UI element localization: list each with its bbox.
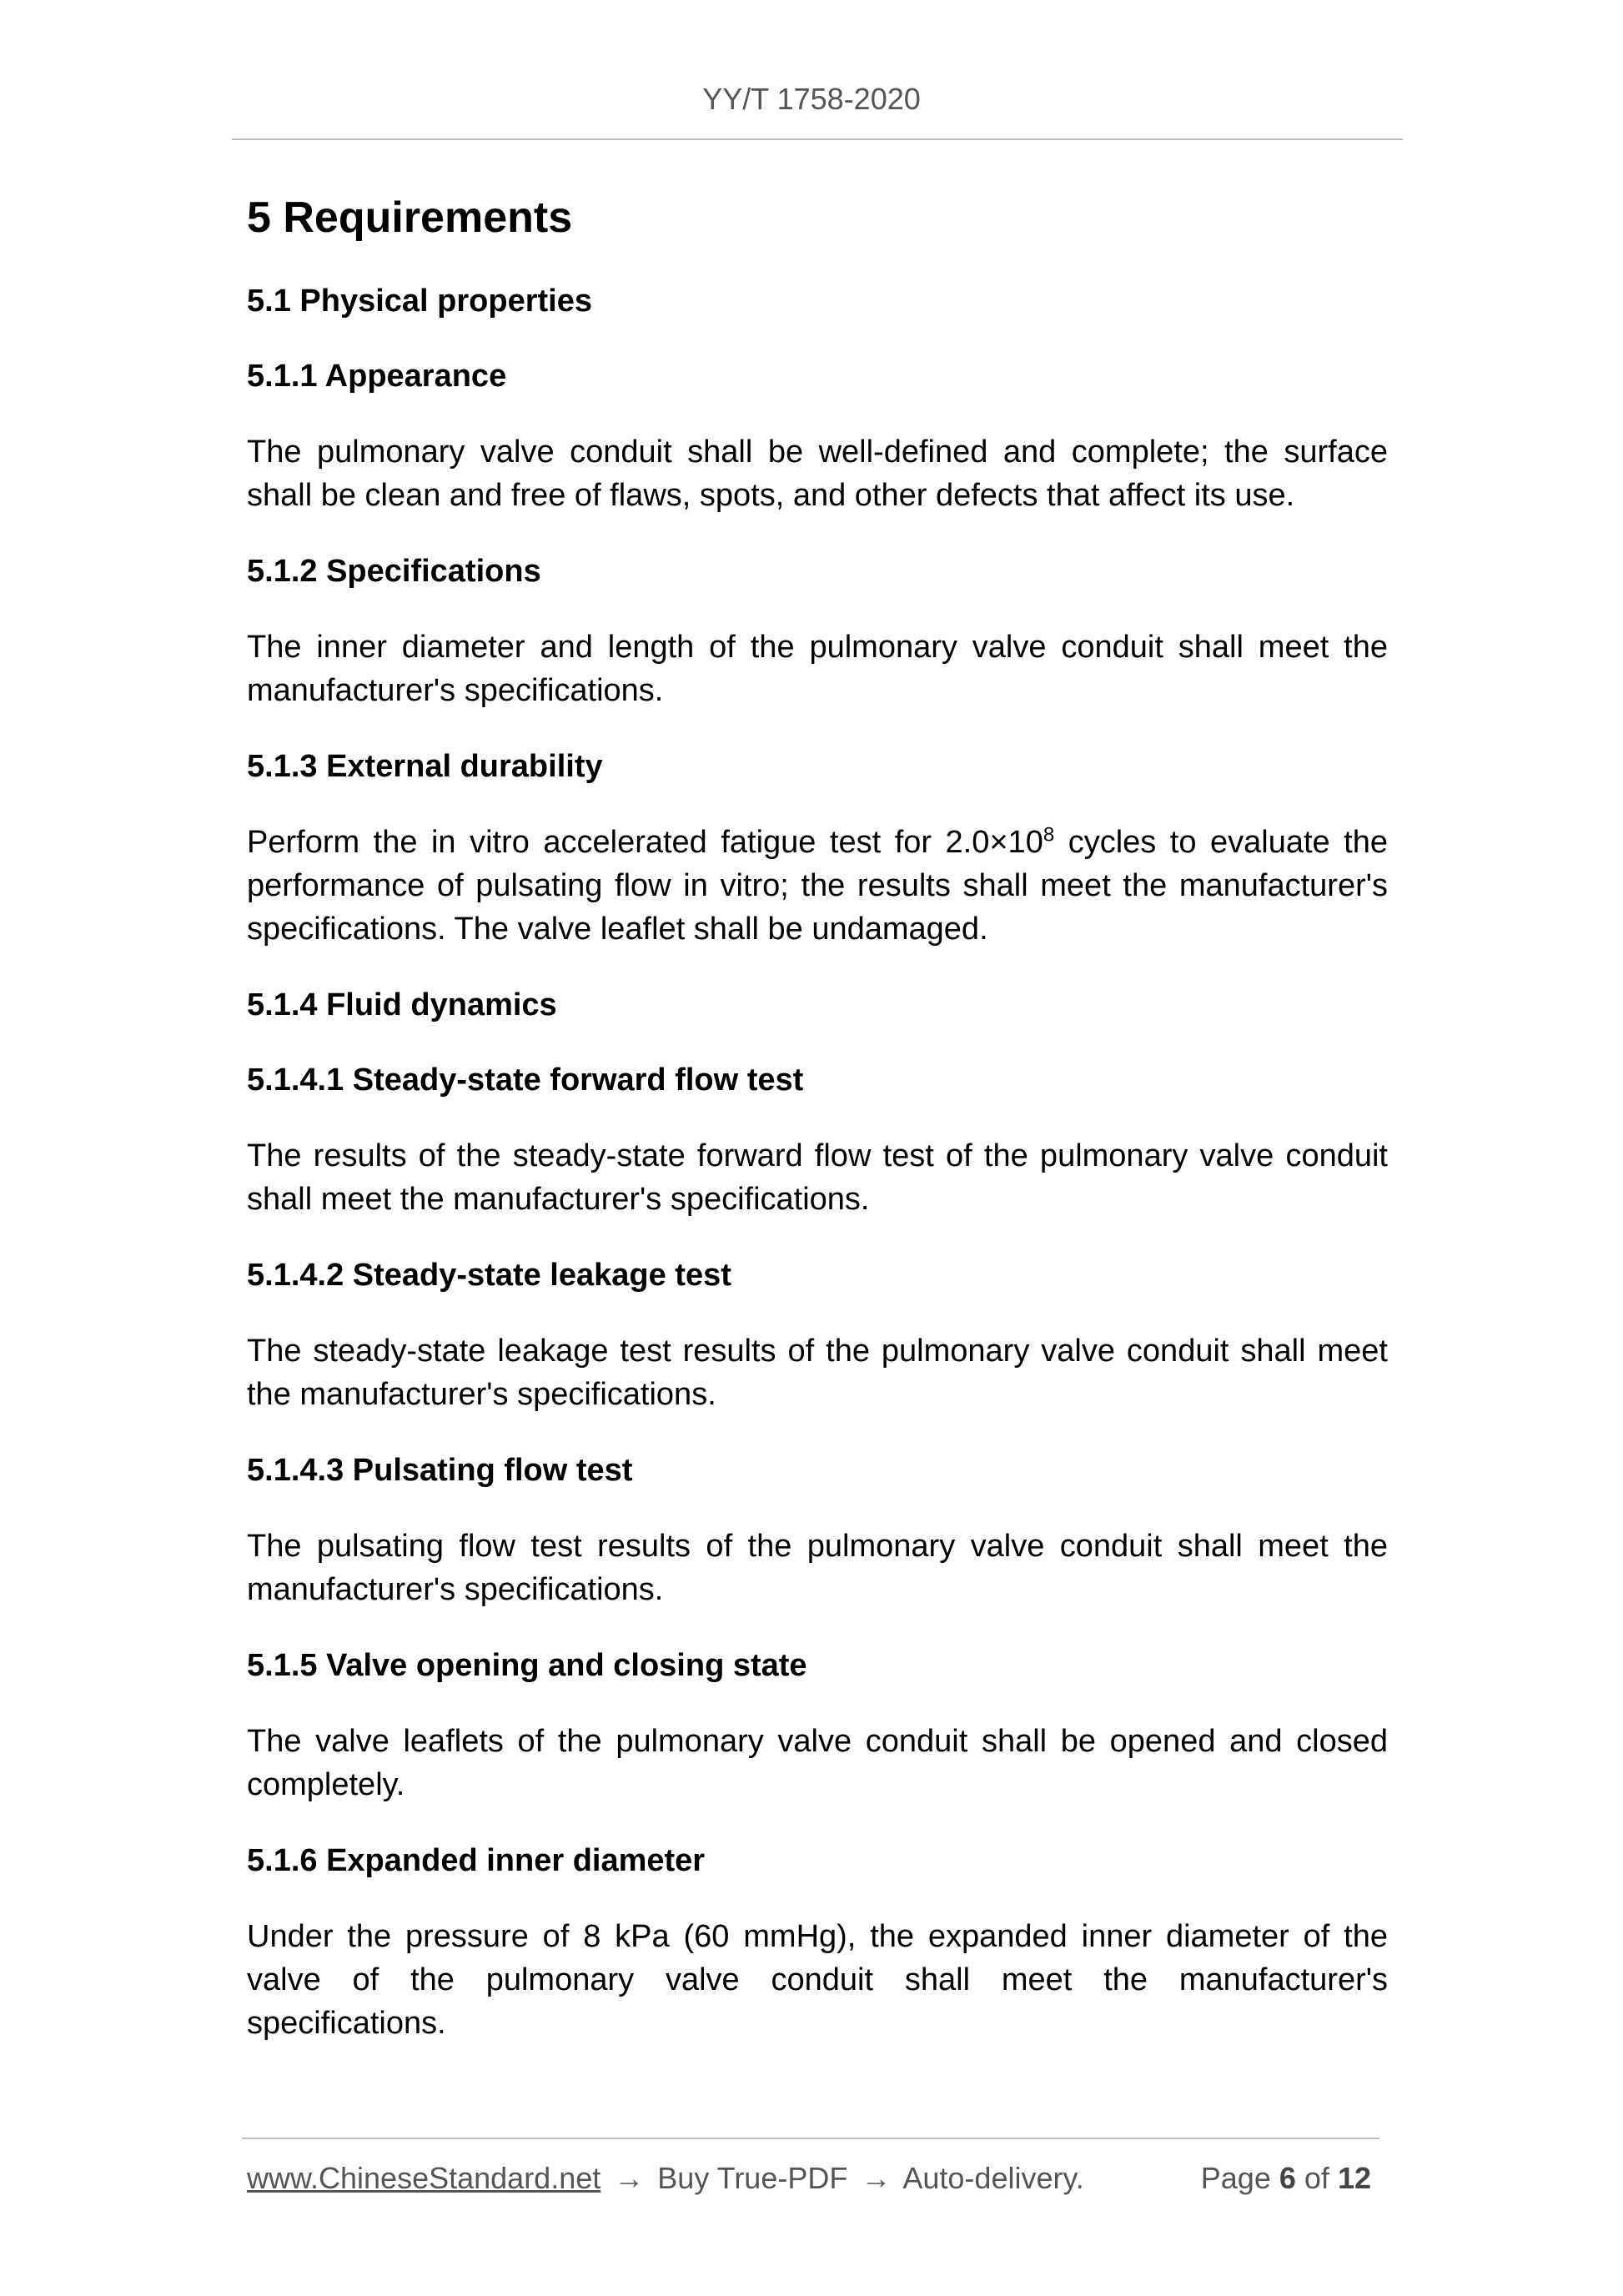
heading-5-1-6: 5.1.6 Expanded inner diameter xyxy=(247,1843,706,1878)
document-body xyxy=(247,188,1388,2078)
heading-5-1: 5.1 Physical properties xyxy=(247,284,592,319)
right-arrow-icon: → xyxy=(614,2161,645,2195)
heading-5-1-4-3: 5.1.4.3 Pulsating flow test xyxy=(247,1453,633,1488)
header-divider xyxy=(232,138,1403,140)
paragraph-5-1-6: Under the pressure of 8 kPa (60 mmHg), the expanded inner diameter of the valve of the pulmonary valve conduit shall meet the manufacturer's specifications. xyxy=(247,1919,1388,2041)
auto-delivery-text: Auto-delivery. xyxy=(902,2161,1084,2195)
of-label: of xyxy=(1304,2161,1329,2195)
heading-5-1-5: 5.1.5 Valve opening and closing state xyxy=(247,1648,807,1683)
paragraph-5-1-2: The inner diameter and length of the pulmonary valve conduit shall meet the manufacturer's specifications. xyxy=(247,630,1388,708)
page-footer xyxy=(247,2158,1379,2200)
paragraph-5-1-3-part-b: cycles to evaluate the performance of pulsating flow in vitro; the results shall meet the manufacturer's specifications. The valve leaflet shall be undamaged. xyxy=(247,825,1388,947)
buy-pdf-text: Buy True-PDF xyxy=(657,2161,848,2195)
heading-5-1-4-1: 5.1.4.1 Steady-state forward flow test xyxy=(247,1063,804,1098)
paragraph-5-1-3 xyxy=(247,821,1388,951)
current-page-number: 6 xyxy=(1279,2161,1296,2195)
total-page-count: 12 xyxy=(1337,2161,1371,2195)
paragraph-5-1-5: The valve leaflets of the pulmonary valve conduit shall be opened and closed completely. xyxy=(247,1724,1388,1802)
page-indicator xyxy=(1201,2158,1371,2198)
right-arrow-icon: → xyxy=(861,2161,892,2195)
paragraph-5-1-4-1: The results of the steady-state forward flow test of the pulmonary valve conduit shall meet the manufacturer's specifications. xyxy=(247,1138,1388,1217)
paragraph-5-1-4-3: The pulsating flow test results of the pulmonary valve conduit shall meet the manufacturer's specifications. xyxy=(247,1529,1388,1607)
footer-promo xyxy=(247,2158,1084,2198)
heading-5-1-4-2: 5.1.4.2 Steady-state leakage test xyxy=(247,1258,731,1293)
page-label: Page xyxy=(1200,2161,1271,2195)
heading-5-1-2: 5.1.2 Specifications xyxy=(247,554,541,589)
document-header-code: YY/T 1758-2020 xyxy=(702,82,921,116)
exponent-superscript: 8 xyxy=(1043,823,1055,847)
section-title: 5 Requirements xyxy=(247,193,573,242)
paragraph-5-1-3-part-a: Perform the in vitro accelerated fatigue test for 2.0×10 xyxy=(247,825,1043,860)
website-link[interactable]: www.ChineseStandard.net xyxy=(247,2161,601,2195)
footer-divider xyxy=(242,2138,1379,2139)
heading-5-1-4: 5.1.4 Fluid dynamics xyxy=(247,987,557,1022)
paragraph-5-1-4-2: The steady-state leakage test results of the pulmonary valve conduit shall meet the manufacturer's specifications. xyxy=(247,1334,1388,1412)
heading-5-1-3: 5.1.3 External durability xyxy=(247,749,603,784)
heading-5-1-1: 5.1.1 Appearance xyxy=(247,359,507,394)
paragraph-5-1-1: The pulmonary valve conduit shall be well-defined and complete; the surface shall be clean and free of flaws, spots, and other defects that affect its use. xyxy=(247,435,1388,513)
